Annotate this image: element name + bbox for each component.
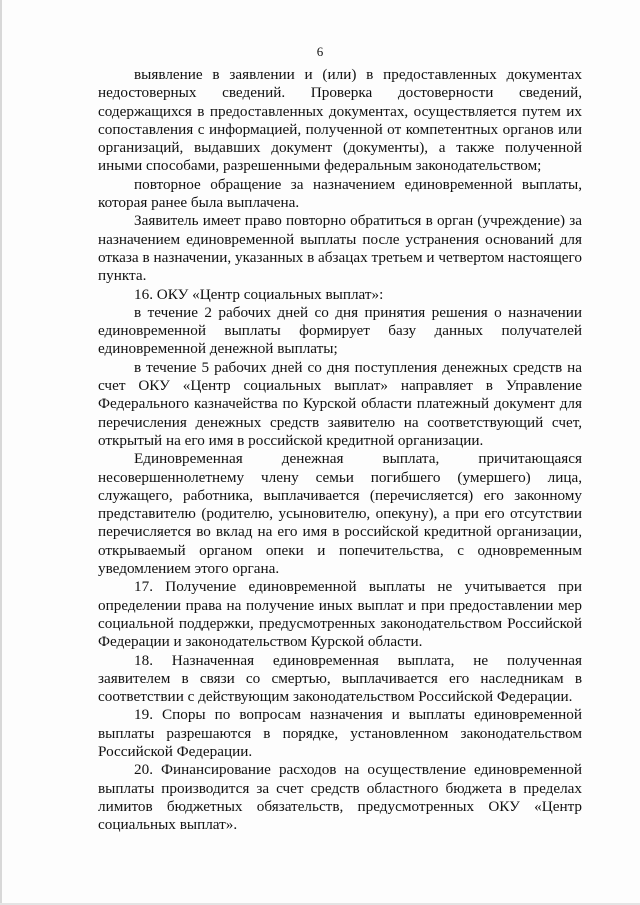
paragraph-item-17: 17. Получение единовременной выплаты не учитывается при определении права на получение иных выплат и при предоставлении мер социальной поддержки, предусмотренных законодательством Российской Федерации и законодательством Курской области.: [98, 578, 582, 651]
paragraph-repeat-request: повторное обращение за назначением единовременной выплаты, которая ранее была выплачена.: [98, 175, 582, 212]
paragraph-item-19: 19. Споры по вопросам назначения и выплаты единовременной выплаты разрешаются в порядке, установленном законодательством Российской Федерации.: [98, 706, 582, 760]
scan-edge-left: [0, 0, 2, 905]
paragraph-item-18: 18. Назначенная единовременная выплата, не полученная заявителем в связи со смертью, выплачивается его наследникам в соответствии с действующим законодательством Российской Федерации.: [98, 651, 582, 706]
document-body: [98, 66, 582, 834]
paragraph-reapply-right: Заявитель имеет право повторно обратиться в орган (учреждение) за назначением единовременной выплаты после устранения оснований для отказа в назначении, указанных в абзацах третьем и четвертом настоящего пункта.: [98, 212, 582, 285]
paragraph-payment-document: в течение 5 рабочих дней со дня поступления денежных средств на счет ОКУ «Центр социальных выплат» направляет в Управление Федерального казначейства по Курской области платежный документ для перечисления денежных средств заявителю на соответствующий счет, открытый на его имя в российской кредитной организации.: [98, 358, 582, 449]
paragraph-item-16-heading: 16. ОКУ «Центр социальных выплат»:: [134, 285, 384, 303]
paragraph-verification: выявление в заявлении и (или) в предоставленных документах недостоверных сведений. Проверка достоверности сведений, содержащихся в предоставленных документах, осуществляется путем их сопоставления с информацией, полученной от компетентных органов или организаций, выдавших документ (документы), а также полученной иными способами, разрешенными федеральным законодательством;: [98, 66, 582, 175]
paragraph-minor-payment: Единовременная денежная выплата, причитающаяся несовершеннолетнему члену семьи погибшего (умершего) лица, служащего, работника, выплачивается (перечисляется) его законному представителю (родителю, усыновителю, опекуну), а при его отсутствии перечисляется во вклад на его имя в российской кредитной организации, открываемый органом опеки и попечительства, с одновременным уведомлением этого органа.: [98, 450, 582, 578]
page-number: 6: [316, 44, 324, 59]
paragraph-item-20: 20. Финансирование расходов на осуществление единовременной выплаты производится за счет средств областного бюджета в пределах лимитов бюджетных обязательств, предусмотренных ОКУ «Центр социальных выплат».: [98, 761, 582, 834]
paragraph-database-formation: в течение 2 рабочих дней со дня принятия решения о назначении единовременной выплаты формирует базу данных получателей единовременной денежной выплаты;: [98, 303, 582, 358]
